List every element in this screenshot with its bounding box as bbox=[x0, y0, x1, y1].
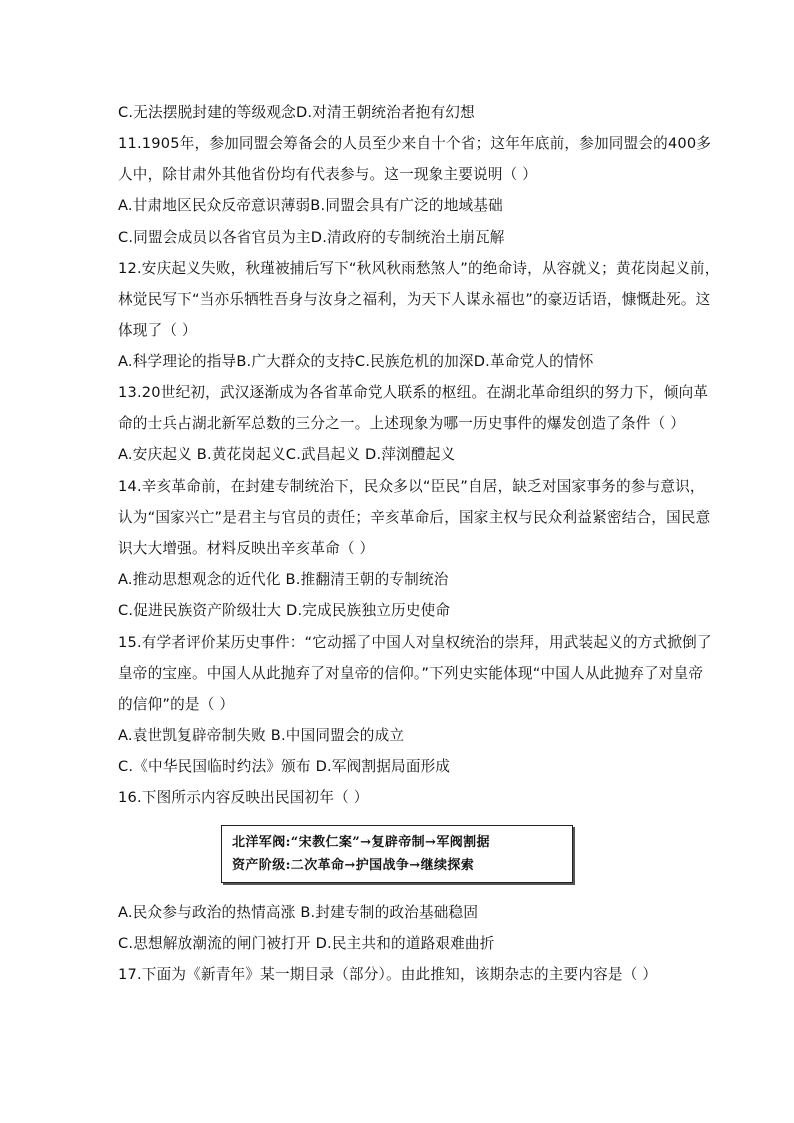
q17-stem: 17.下面为《新青年》某一期目录（部分）。由此推知，该期杂志的主要内容是（ ） bbox=[118, 966, 658, 983]
q14-stem-line3: 识大大增强。材料反映出辛亥革命（ ） bbox=[118, 540, 375, 557]
q11-stem-line1: 11.1905年，参加同盟会筹备会的人员至少来自十个省；这年年底前，参加同盟会的400多 bbox=[118, 135, 712, 152]
q16-stem: 16.下图所示内容反映出民国初年（ ） bbox=[118, 789, 369, 806]
q13-stem-line2: 命的士兵占湖北新军总数的三分之一。上述现象为哪一历史事件的爆发创造了条件（ ） bbox=[118, 415, 686, 432]
q14-options-ab: A.推动思想观念的近代化 B.推翻清王朝的专制统治 bbox=[118, 571, 449, 588]
q16-options-cd: C.思想解放潮流的闸门被打开 D.民主共和的道路艰难曲折 bbox=[118, 935, 495, 952]
q10-options-cd: C.无法摆脱封建的等级观念D.对清王朝统治者抱有幻想 bbox=[118, 104, 475, 121]
q16-figure-box bbox=[221, 825, 573, 883]
q11-stem-line2: 人中，除甘肃外其他省份均有代表参与。这一现象主要说明（ ） bbox=[118, 166, 538, 183]
figure-line-warlords: 北洋军阀:“宋教仁案”→复辟帝制→军阀割据 bbox=[232, 835, 490, 850]
q15-options-ab: A.袁世凯复辟帝制失败 B.中国同盟会的成立 bbox=[118, 727, 405, 744]
q15-stem-line1: 15.有学者评价某历史事件：“它动摇了中国人对皇权统治的崇拜，用武装起义的方式掀倒了 bbox=[118, 634, 712, 651]
q12-stem-line2: 林觉民写下“当亦乐牺牲吾身与汝身之福利，为天下人谋永福也”的豪迈话语，慷慨赴死。这 bbox=[118, 291, 711, 308]
q15-stem-line3: 的信仰”的是（ ） bbox=[118, 696, 235, 713]
q13-stem-line1: 13.20世纪初，武汉逐渐成为各省革命党人联系的枢纽。在湖北革命组织的努力下，倾向革 bbox=[118, 384, 709, 401]
q12-stem-line1: 12.安庆起义失败，秋瑾被捕后写下“秋风秋雨愁煞人”的绝命诗，从容就义；黄花岗起义前， bbox=[118, 260, 720, 277]
q14-stem-line2: 认为“国家兴亡”是君主与官员的责任；辛亥革命后，国家主权与民众利益紧密结合，国民意 bbox=[118, 509, 711, 526]
q16-options-ab: A.民众参与政治的热情高涨 B.封建专制的政治基础稳固 bbox=[118, 904, 479, 921]
q12-options: A.科学理论的指导B.广大群众的支持C.民族危机的加深D.革命党人的情怀 bbox=[118, 353, 594, 370]
q14-options-cd: C.促进民族资产阶级壮大 D.完成民族独立历史使命 bbox=[118, 602, 451, 619]
q14-stem-line1: 14.辛亥革命前，在封建专制统治下，民众多以“臣民”自居，缺乏对国家事务的参与意识， bbox=[118, 478, 705, 495]
q11-options-cd: C.同盟会成员以各省官员为主D.清政府的专制统治土崩瓦解 bbox=[118, 229, 505, 246]
q13-options: A.安庆起义 B.黄花岗起义C.武昌起义 D.萍浏醴起义 bbox=[118, 446, 456, 463]
q15-options-cd: C.《中华民国临时约法》颁布 D.军阀割据局面形成 bbox=[118, 758, 451, 775]
q11-options-ab: A.甘肃地区民众反帝意识薄弱B.同盟会具有广泛的地域基础 bbox=[118, 197, 503, 214]
figure-line-bourgeoisie: 资产阶级:二次革命→护国战争→继续探索 bbox=[232, 858, 475, 873]
q15-stem-line2: 皇帝的宝座。中国人从此抛弃了对皇帝的信仰。”下列史实能体现“中国人从此抛弃了对皇帝 bbox=[118, 665, 704, 682]
q12-stem-line3: 体现了（ ） bbox=[118, 322, 197, 339]
